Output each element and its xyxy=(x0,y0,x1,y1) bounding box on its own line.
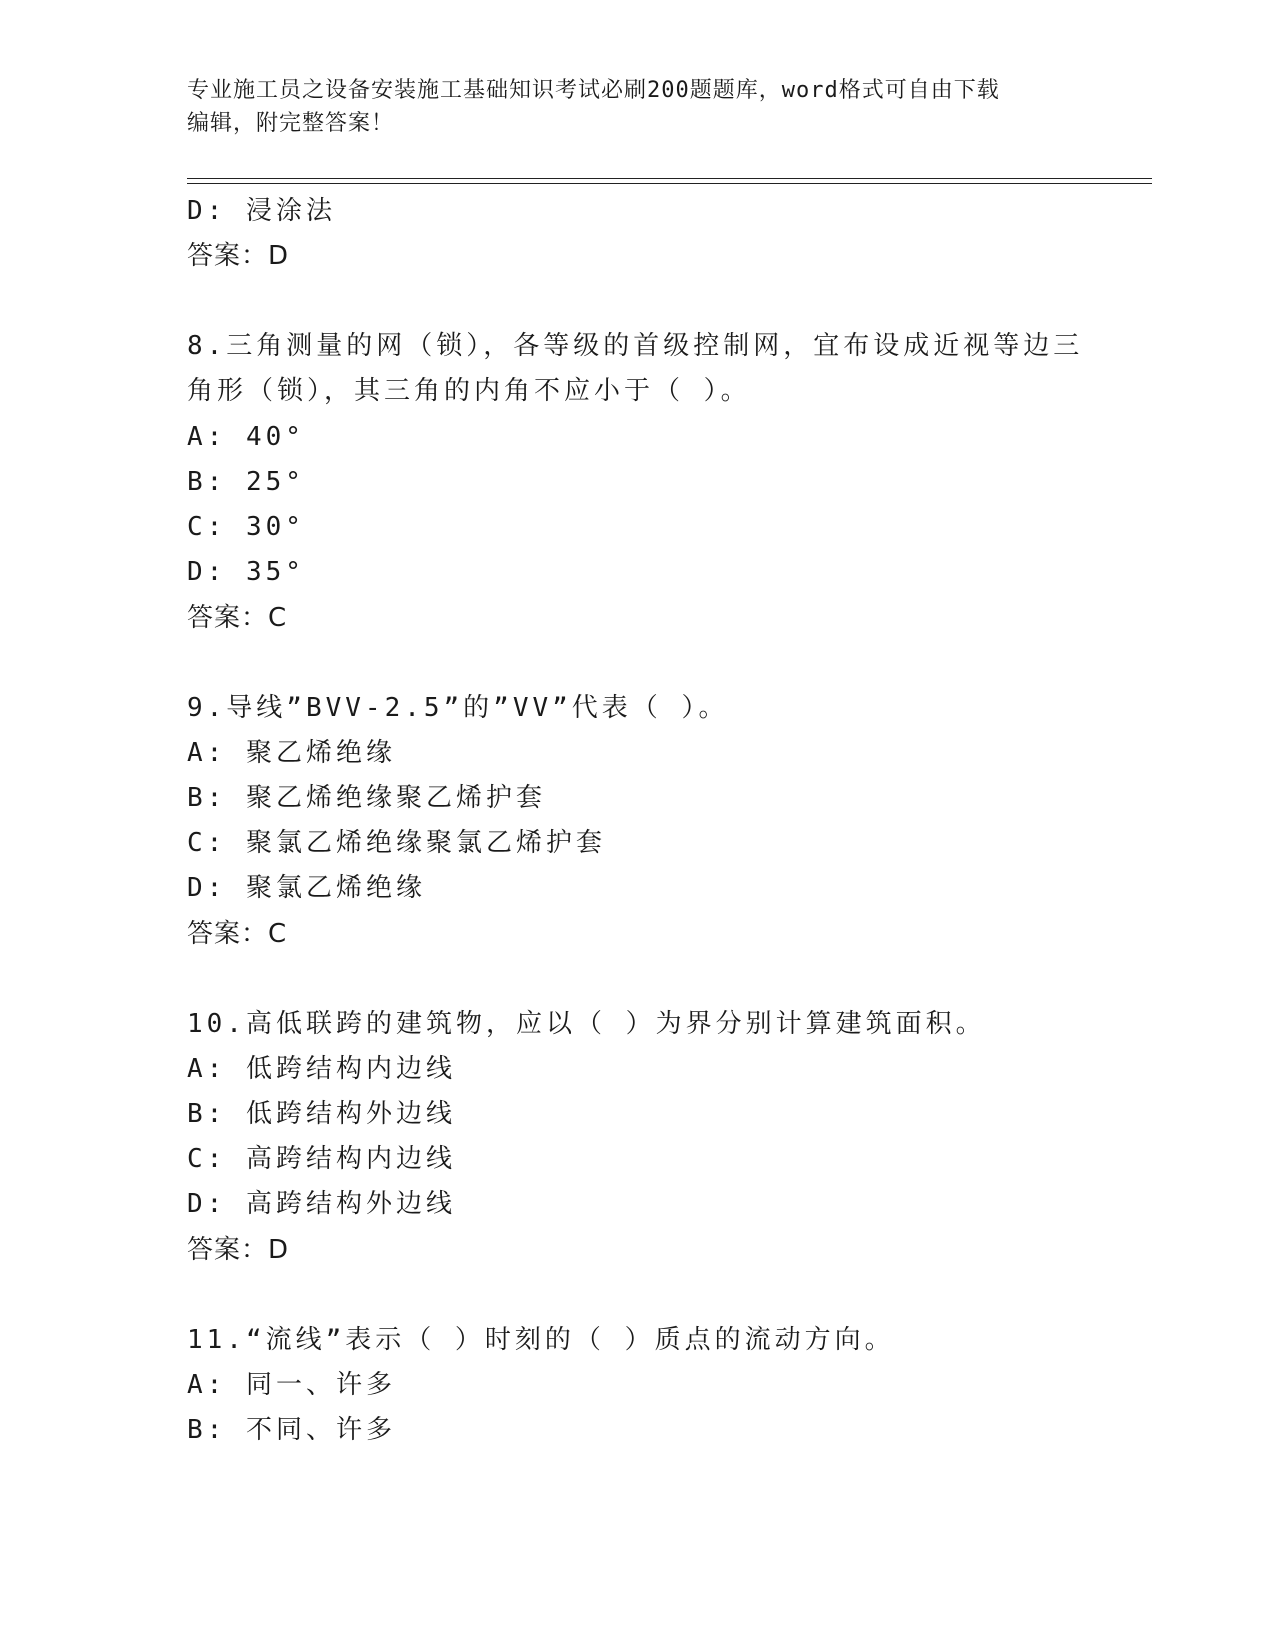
q10-option-c: C: 高跨结构内边线 xyxy=(187,1144,456,1174)
header-divider xyxy=(187,178,1152,179)
header-title-line-1: 专业施工员之设备安装施工基础知识考试必刷200题题库，word格式可自由下载 xyxy=(187,78,1000,103)
q9-stem: 9.导线”BVV-2.5”的”VV”代表（ ）。 xyxy=(187,693,729,723)
q8-option-d: D: 35° xyxy=(187,557,305,587)
q10-option-a: A: 低跨结构内边线 xyxy=(187,1054,456,1084)
q10-stem: 10.高低联跨的建筑物，应以（ ）为界分别计算建筑面积。 xyxy=(187,1009,986,1039)
q7-answer: 答案：D xyxy=(187,241,290,271)
q8-answer: 答案：C xyxy=(187,603,288,633)
q8-option-b: B: 25° xyxy=(187,467,305,497)
q8-option-c: C: 30° xyxy=(187,512,305,542)
q8-stem-line-1: 8.三角测量的网（锁），各等级的首级控制网，宜布设成近视等边三 xyxy=(187,331,1084,361)
q7-option-d: D: 浸涂法 xyxy=(187,196,336,226)
q10-option-b: B: 低跨结构外边线 xyxy=(187,1099,456,1129)
header-divider-double xyxy=(187,183,1152,184)
q10-option-d: D: 高跨结构外边线 xyxy=(187,1189,456,1219)
q9-option-d: D: 聚氯乙烯绝缘 xyxy=(187,873,426,903)
q8-stem-line-2: 角形（锁），其三角的内角不应小于（ ）。 xyxy=(187,376,751,406)
q11-option-a: A: 同一、许多 xyxy=(187,1370,396,1400)
q9-option-b: B: 聚乙烯绝缘聚乙烯护套 xyxy=(187,783,546,813)
q8-option-a: A: 40° xyxy=(187,422,305,452)
page-header xyxy=(187,74,1087,140)
q9-answer: 答案：C xyxy=(187,919,288,949)
q11-option-b: B: 不同、许多 xyxy=(187,1415,396,1445)
header-title-line-2: 编辑，附完整答案！ xyxy=(187,111,395,136)
q10-answer: 答案：D xyxy=(187,1235,290,1265)
q9-option-a: A: 聚乙烯绝缘 xyxy=(187,738,396,768)
q11-stem: 11.“流线”表示（ ）时刻的（ ）质点的流动方向。 xyxy=(187,1325,895,1355)
q9-option-c: C: 聚氯乙烯绝缘聚氯乙烯护套 xyxy=(187,828,606,858)
